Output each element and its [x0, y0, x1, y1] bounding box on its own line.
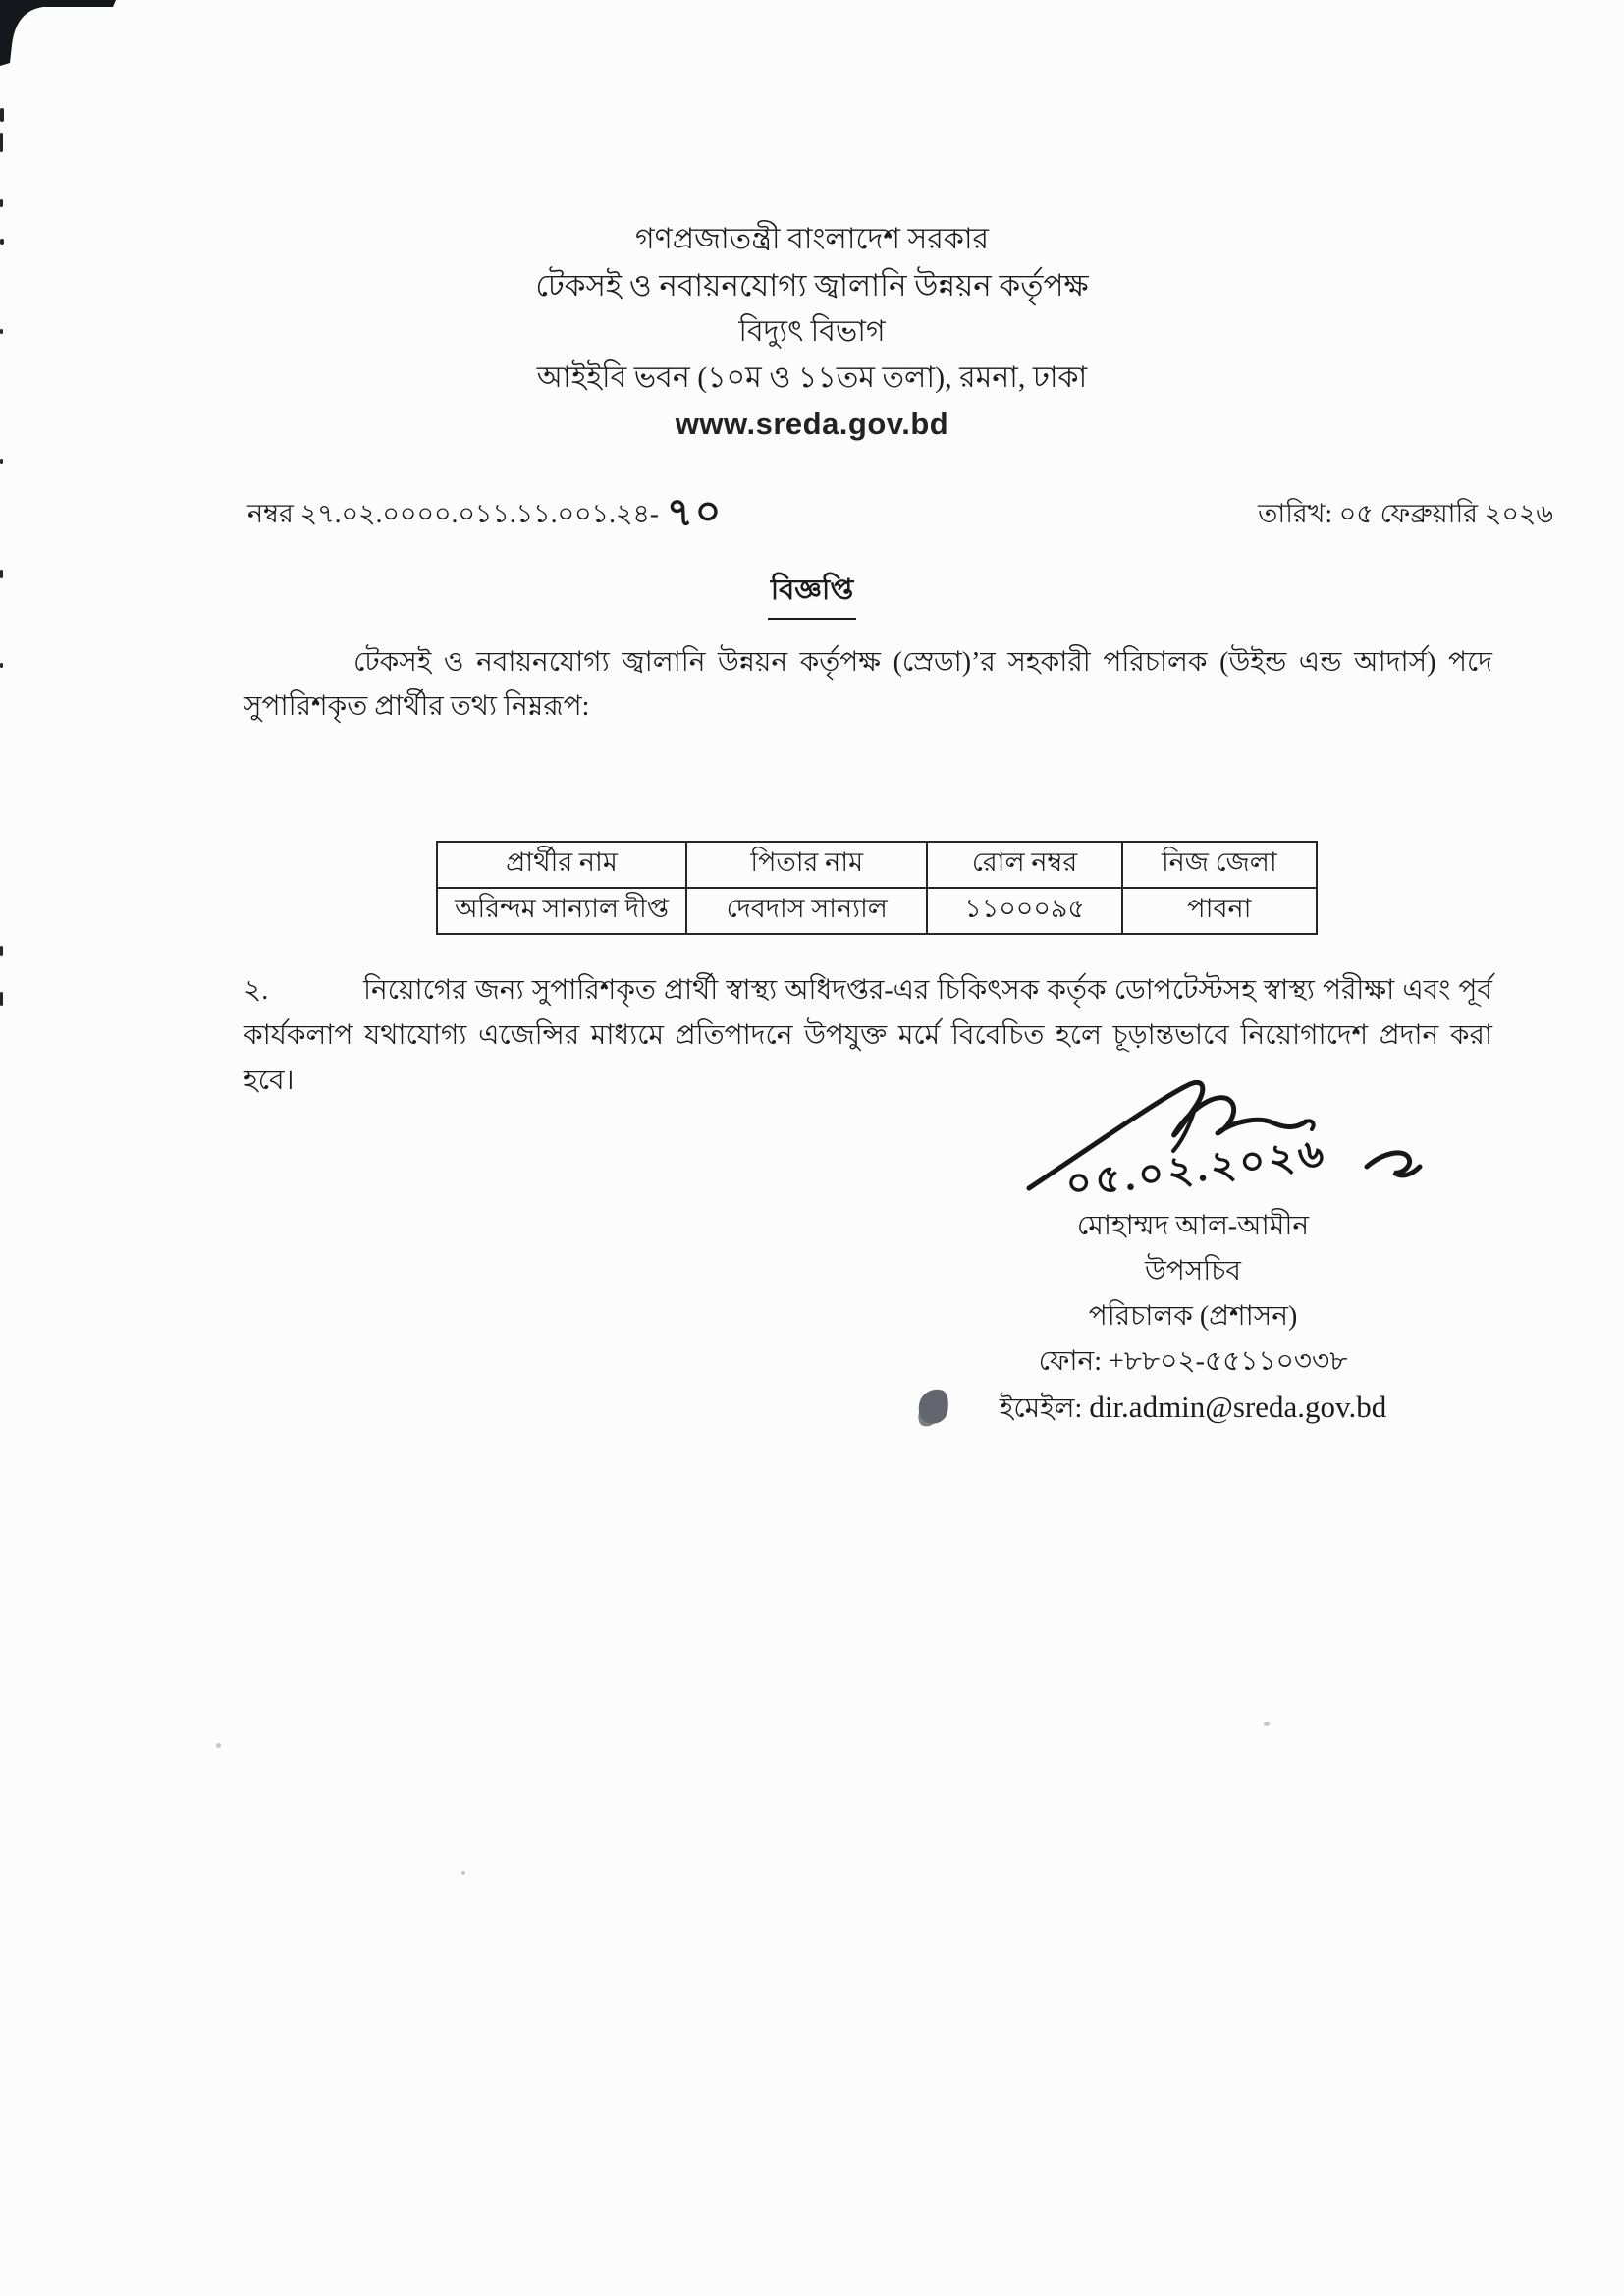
- issue-date: তারিখ: ০৫ ফেব্রুয়ারি ২০২৬: [1258, 499, 1553, 528]
- authority-name: টেকসই ও নবায়নযোগ্য জ্বালানি উন্নয়ন কর্তৃপক্ষ: [535, 268, 1089, 302]
- memo-number: [247, 478, 723, 546]
- signatory-title2: পরিচালক (প্রশাসন): [1088, 1301, 1298, 1332]
- letterhead: [0, 216, 1624, 448]
- scan-speck: [216, 1743, 221, 1748]
- cell-roll-number: ১১০০০৯৫: [927, 888, 1121, 934]
- scan-speck: [0, 459, 3, 464]
- email-address: dir.admin@sreda.gov.bd: [1089, 1390, 1387, 1424]
- notice-title: বিজ্ঞপ্তি: [768, 568, 856, 620]
- email-label: ইমেইল:: [999, 1394, 1083, 1424]
- signatory-name: মোহাম্মদ আল-আমীন: [1076, 1211, 1310, 1241]
- signatory-phone: ফোন: +৮৮০২-৫৫১১০৩৩৮: [1038, 1346, 1348, 1377]
- memo-number-printed: নম্বর ২৭.০২.০০০০.০১১.১১.০০১.২৪-: [247, 499, 659, 528]
- division-name: বিদ্যুৎ বিভাগ: [738, 315, 886, 348]
- col-header-roll-number: রোল নম্বর: [927, 842, 1121, 888]
- handwritten-date: ০৫.০২.২০২৬: [1063, 1129, 1330, 1207]
- notice-title-wrap: [0, 568, 1624, 620]
- cell-home-district: পাবনা: [1122, 888, 1317, 934]
- scan-speck: [0, 199, 3, 207]
- memo-number-handwritten: ৭০: [666, 488, 725, 535]
- reference-row: [247, 478, 1553, 546]
- scan-speck: [461, 1871, 465, 1875]
- office-address: আইইবি ভবন (১০ম ও ১১তম তলা), রমনা, ঢাকা: [536, 361, 1088, 394]
- table-header-row: [437, 842, 1317, 888]
- scan-corner-artifact: [0, 0, 177, 177]
- col-header-candidate-name: প্রার্থীর নাম: [437, 842, 686, 888]
- scan-speck: [0, 133, 3, 152]
- conditions-text: নিয়োগের জন্য সুপারিশকৃত প্রার্থী স্বাস্থ্য অধিদপ্তর-এর চিকিৎসক কর্তৃক ডোপটেস্টসহ স্বাস্থ্য পরীক্ষা এবং পূর্ব কার্যকলাপ যথাযোগ্য এজেন্সির মাধ্যমে প্রতিপাদনে উপযুক্ত মর্মে বিবেচিত হলে চূড়ান্তভাবে নিয়োগাদেশ প্রদান করা হবে।: [244, 975, 1492, 1096]
- candidate-table: [436, 841, 1318, 935]
- government-name: গণপ্রজাতন্ত্রী বাংলাদেশ সরকার: [634, 223, 990, 255]
- col-header-father-name: পিতার নাম: [686, 842, 927, 888]
- col-header-home-district: নিজ জেলা: [1122, 842, 1317, 888]
- signatory-email-line: [931, 1385, 1455, 1432]
- website-url: www.sreda.gov.bd: [675, 407, 949, 441]
- scan-speck: [0, 992, 3, 1006]
- scan-speck: [0, 108, 4, 122]
- paragraph-number: ২.: [244, 975, 269, 1006]
- signatory-block: [931, 1204, 1455, 1432]
- scan-speck: [0, 946, 3, 956]
- signatory-title1: উপসচিব: [1144, 1256, 1242, 1286]
- scan-speck: [1264, 1722, 1270, 1726]
- ink-smudge-icon: [915, 1386, 952, 1427]
- cell-father-name: দেবদাস সান্যাল: [686, 888, 927, 934]
- cell-candidate-name: অরিন্দম সান্যাল দীপ্ত: [437, 888, 686, 934]
- table-row: [437, 888, 1317, 934]
- scan-speck: [0, 663, 3, 668]
- intro-paragraph: টেকসই ও নবায়নযোগ্য জ্বালানি উন্নয়ন কর্তৃপক্ষ (স্রেডা)’র সহকারী পরিচালক (উইন্ড এন্ড আদার্স) পদে সুপারিশকৃত প্রার্থীর তথ্য নিম্নরূপ:: [244, 647, 1492, 722]
